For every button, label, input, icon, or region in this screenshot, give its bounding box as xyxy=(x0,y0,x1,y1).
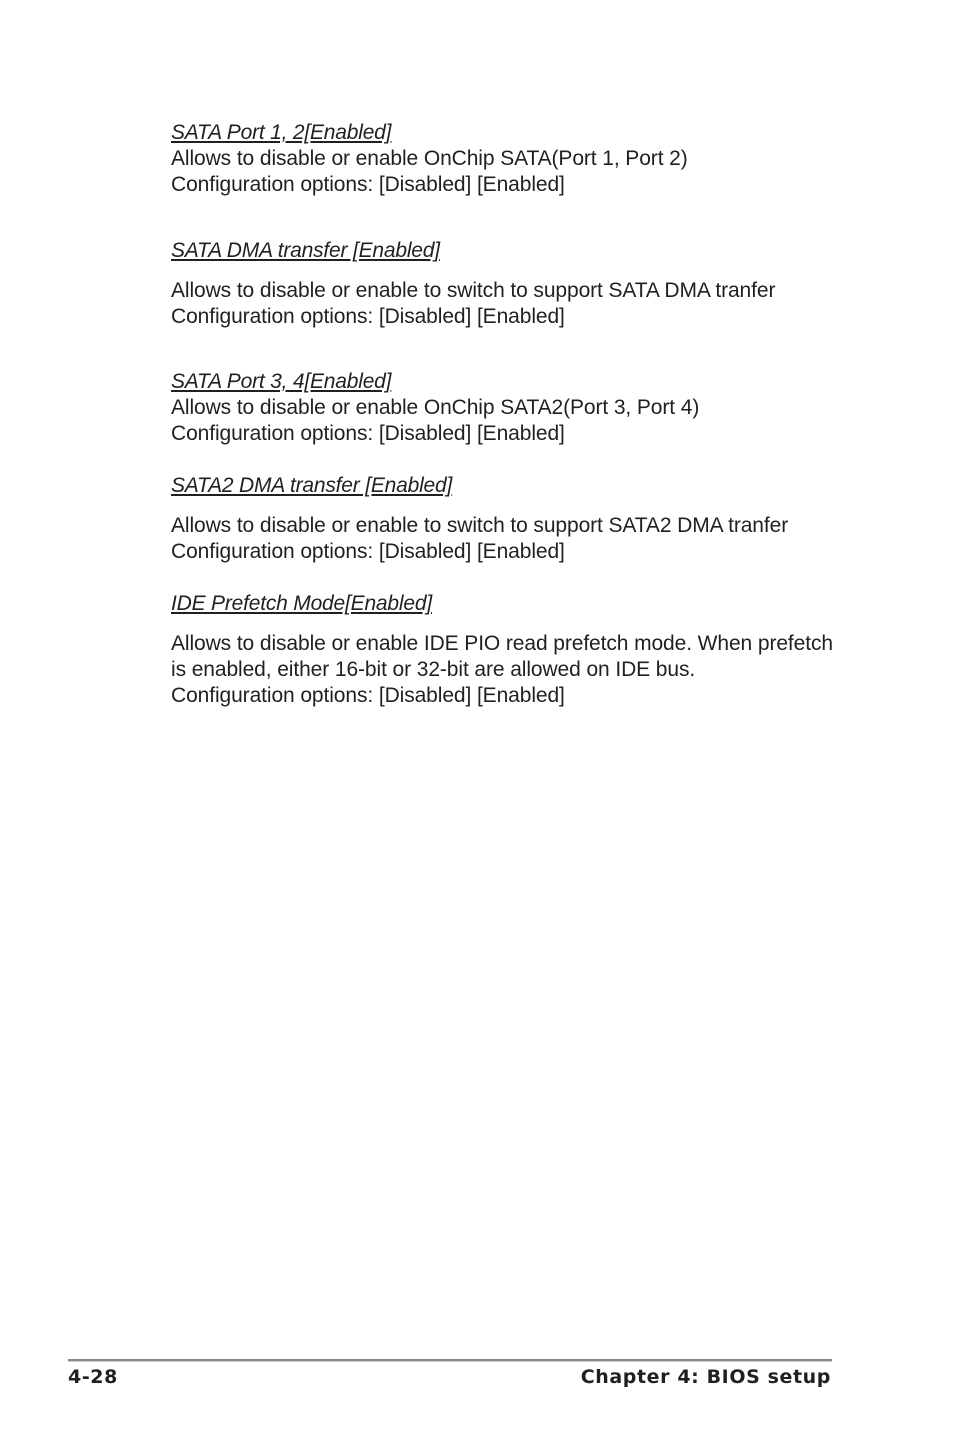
setting-heading: SATA Port 3, 4[Enabled] xyxy=(171,370,392,393)
setting-description: Allows to disable or enable to switch to support SATA2 DMA tranfer xyxy=(171,514,789,537)
setting-options: Configuration options: [Disabled] [Enabled] xyxy=(171,540,565,563)
section-sata-port-3-4 xyxy=(171,369,699,447)
setting-heading: SATA DMA transfer [Enabled] xyxy=(171,239,440,262)
setting-description-continued: is enabled, either 16-bit or 32-bit are allowed on IDE bus. xyxy=(171,658,696,681)
section-sata-port-1-2 xyxy=(171,120,688,198)
setting-options: Configuration options: [Disabled] [Enabled] xyxy=(171,684,565,707)
setting-description: Allows to disable or enable IDE PIO read prefetch mode. When prefetch xyxy=(171,632,833,655)
section-sata2-dma-transfer xyxy=(171,473,788,565)
section-ide-prefetch-mode xyxy=(171,591,833,709)
setting-heading: SATA Port 1, 2[Enabled] xyxy=(171,121,392,144)
setting-options: Configuration options: [Disabled] [Enabled] xyxy=(171,305,565,328)
setting-options: Configuration options: [Disabled] [Enabled] xyxy=(171,422,565,445)
setting-description: Allows to disable or enable OnChip SATA2(Port 3, Port 4) xyxy=(171,396,700,419)
footer-divider xyxy=(68,1359,832,1362)
chapter-title: Chapter 4: BIOS setup xyxy=(580,1366,831,1388)
page-number: 4-28 xyxy=(68,1366,118,1388)
section-sata-dma-transfer xyxy=(171,238,775,330)
setting-description: Allows to disable or enable OnChip SATA(Port 1, Port 2) xyxy=(171,147,688,170)
setting-heading: IDE Prefetch Mode[Enabled] xyxy=(171,592,432,615)
setting-heading: SATA2 DMA transfer [Enabled] xyxy=(171,474,453,497)
setting-description: Allows to disable or enable to switch to support SATA DMA tranfer xyxy=(171,279,776,302)
setting-options: Configuration options: [Disabled] [Enabled] xyxy=(171,173,565,196)
